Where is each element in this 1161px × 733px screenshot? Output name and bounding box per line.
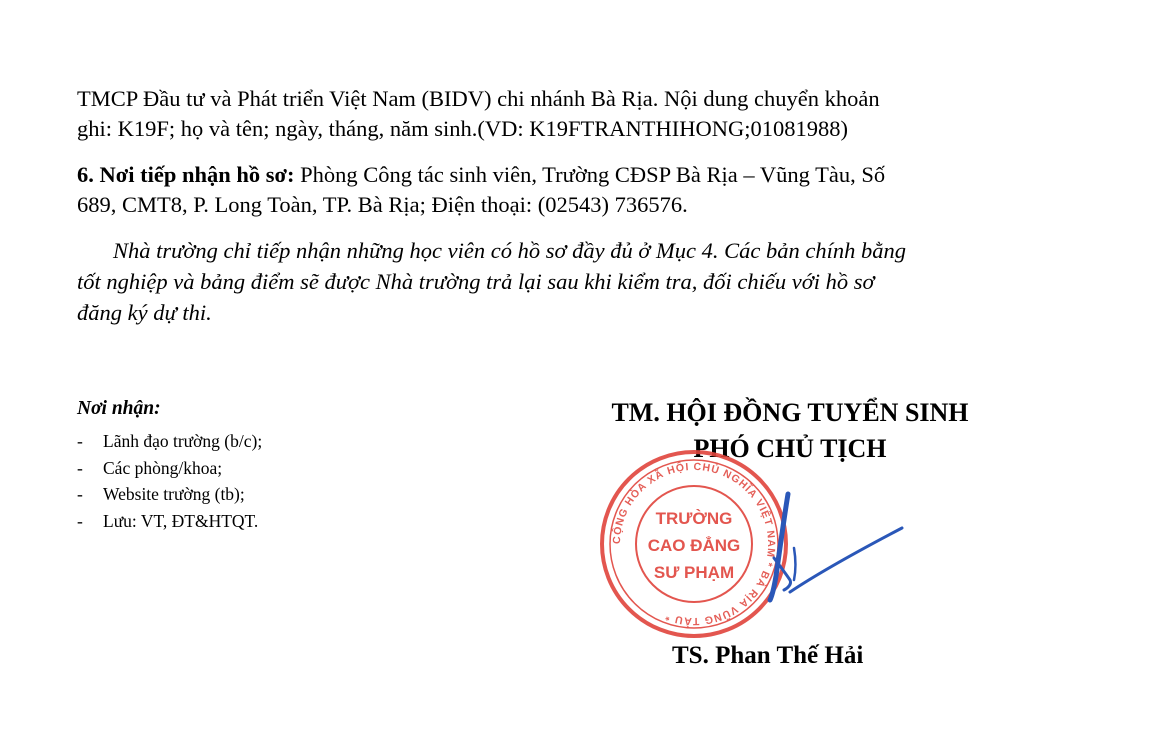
recipient-item: - Các phòng/khoa; <box>77 457 223 478</box>
seal-ring-text: CỘNG HÒA XÃ HỘI CHỦ NGHĨA VIỆT NAM * BÀ RỊA VŨNG TÀU * <box>610 460 778 628</box>
payment-line-1: TMCP Đầu tư và Phát triển Việt Nam (BIDV) chi nhánh Bà Rịa. Nội dung chuyển khoản <box>77 86 880 111</box>
handwritten-signature-icon <box>730 488 920 618</box>
recipients-title: Nơi nhận: <box>77 398 161 419</box>
recipients-list <box>77 428 262 534</box>
note-line-3: đăng ký dự thi. <box>77 300 212 325</box>
signature-title-2: PHÓ CHỦ TỊCH <box>693 434 887 463</box>
signer-name: TS. Phan Thế Hải <box>672 642 864 669</box>
seal-center-text-1: TRƯỜNG <box>655 509 733 528</box>
note-line-1: Nhà trường chỉ tiếp nhận những học viên có hồ sơ đầy đủ ở Mục 4. Các bản chính bằng <box>113 238 906 263</box>
section-6-heading: 6. Nơi tiếp nhận hồ sơ: <box>77 162 295 187</box>
signature-title-1: TM. HỘI ĐỒNG TUYỂN SINH <box>611 398 969 427</box>
section-6-text-1: Phòng Công tác sinh viên, Trường CĐSP Bà Rịa – Vũng Tàu, Số <box>294 162 886 187</box>
section-6-text-2: 689, CMT8, P. Long Toàn, TP. Bà Rịa; Điện thoại: (02543) 736576. <box>77 192 688 217</box>
recipient-item: - Website trường (tb); <box>77 484 245 504</box>
seal-center-text-3: SƯ PHẠM <box>653 563 735 582</box>
payment-line-2: ghi: K19F; họ và tên; ngày, tháng, năm sinh.(VD: K19FTRANTHIHONG;01081988) <box>77 116 848 141</box>
seal-center-text-2: CAO ĐẲNG <box>647 536 741 555</box>
recipient-item: - Lãnh đạo trường (b/c); <box>77 431 263 451</box>
note-line-2: tốt nghiệp và bảng điểm sẽ được Nhà trường trả lại sau khi kiểm tra, đối chiếu với hồ sơ <box>77 269 875 294</box>
section-6 <box>77 160 885 190</box>
recipient-item: - Lưu: VT, ĐT&HTQT. <box>77 510 259 531</box>
